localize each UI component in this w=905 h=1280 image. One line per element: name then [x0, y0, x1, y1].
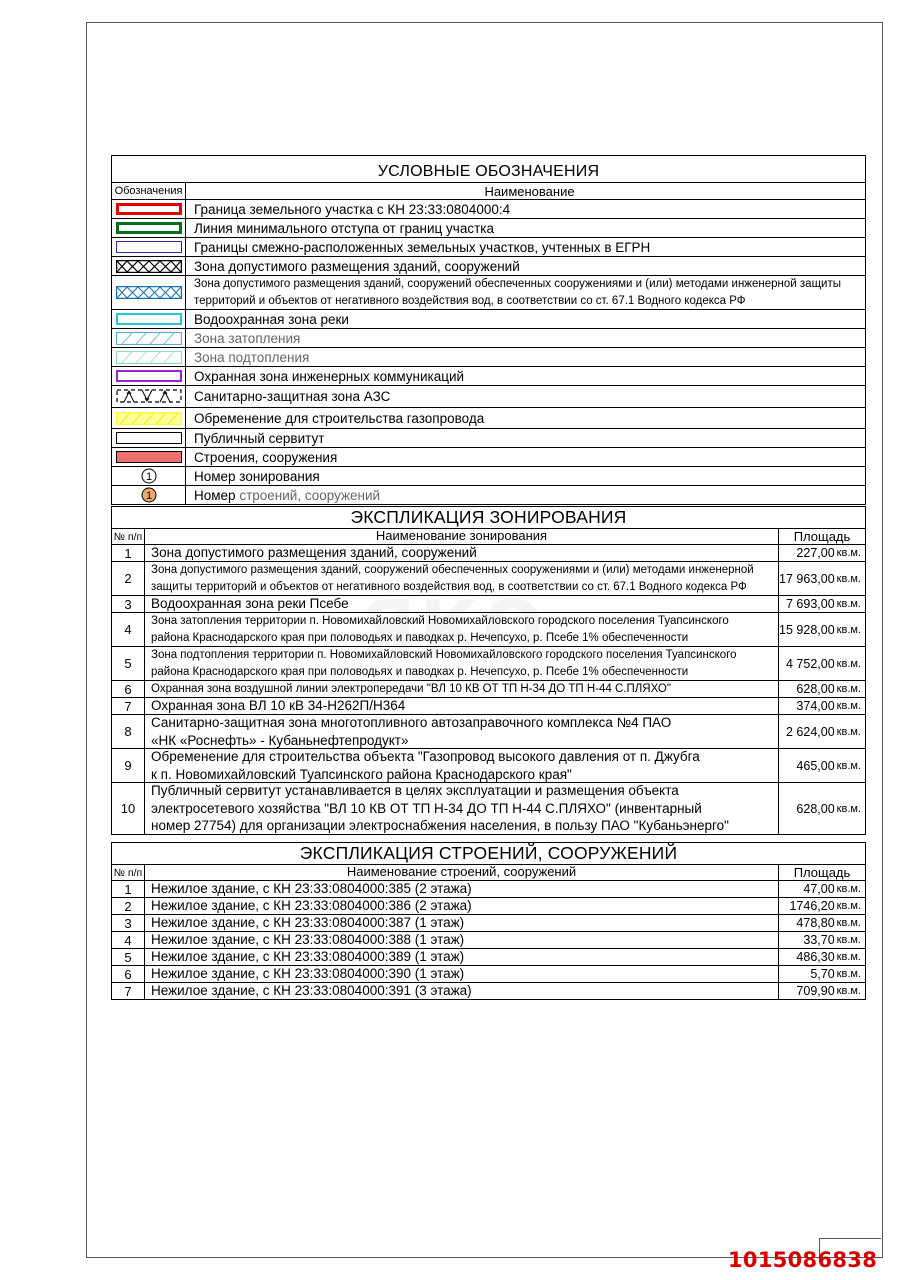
- zoning-row-line: района Краснодарского края при половодьях и паводках р. Нечепсухо, р. Псебе 1% обеспеченности: [151, 631, 689, 644]
- legend-row: [112, 366, 865, 385]
- building-row-name: Нежилое здание, с КН 23:33:0804000:387 (1 этаж): [151, 915, 465, 931]
- zoning-row-name: [145, 698, 778, 714]
- zoning-area-unit: кв.м.: [836, 683, 861, 695]
- legend-label: Зона подтопления: [194, 349, 310, 365]
- zoning-row-area: [778, 783, 865, 834]
- building-row: [112, 982, 865, 999]
- building-row-number: 1: [112, 881, 145, 897]
- legend-row: [112, 218, 865, 237]
- building-row: [112, 948, 865, 965]
- zoning-area-value: 2 624,00: [785, 724, 835, 739]
- zoning-row-name: [145, 545, 778, 561]
- zone-number-circle-text: 1: [145, 471, 152, 483]
- zoning-row-name: [145, 749, 778, 782]
- legend-table: [111, 155, 866, 505]
- building-area-value: 33,70: [803, 933, 835, 947]
- zoning-row-line: электросетевого хозяйства "ВЛ 10 КВ ОТ ТП Н-34 ДО ТП Н-44 С.ПЛЯХО" (инвентарный: [151, 800, 702, 816]
- zoning-col-num: № п/п: [112, 529, 145, 544]
- building-row-name: Нежилое здание, с КН 23:33:0804000:389 (1 этаж): [151, 949, 465, 965]
- zoning-table: [111, 506, 866, 835]
- zoning-row-name: [145, 715, 778, 748]
- building-row-area: [778, 898, 865, 914]
- zoning-row-name: [145, 596, 778, 612]
- building-number-circle: [141, 487, 157, 503]
- building-area-value: 5,70: [810, 967, 835, 981]
- building-area-value: 1746,20: [789, 899, 835, 913]
- building-area-unit: кв.м.: [836, 985, 861, 997]
- legend-label: Зона допустимого размещения зданий, сооружений обеспеченных сооружениями и (или) методами инженерной защиты территорий и объектов от негативного воздействия вод, в соответствии со ст. 67.1 Водного кодекса РФ: [194, 278, 841, 307]
- legend-label: Водоохранная зона реки: [194, 311, 349, 327]
- building-area-unit: кв.м.: [836, 900, 861, 912]
- legend-label: Номер зонирования: [194, 468, 320, 484]
- building-row: [112, 931, 865, 948]
- building-row-area: [778, 983, 865, 999]
- legend-row: [112, 466, 865, 485]
- buildings-table: [111, 842, 866, 1000]
- buildings-title-row: [112, 842, 865, 864]
- building-row: [112, 880, 865, 897]
- legend-row: [112, 485, 865, 504]
- zoning-row-line: Публичный сервитут устанавливается в целях эксплуатации и размещения объекта: [151, 783, 679, 799]
- zoning-row-name: [145, 681, 778, 697]
- building-area-unit: кв.м.: [836, 883, 861, 895]
- zoning-row: [112, 561, 865, 595]
- legend-row: [112, 237, 865, 256]
- building-row-area: [778, 881, 865, 897]
- blue-border-swatch: [116, 241, 182, 253]
- zoning-row-area: [778, 647, 865, 680]
- zoning-area-unit: кв.м.: [836, 759, 861, 772]
- blue-hatch-swatch: [116, 286, 182, 299]
- buildings-header-row: [112, 864, 865, 880]
- legend-row: [112, 447, 865, 466]
- zoning-area-unit: кв.м.: [836, 598, 861, 610]
- zoning-row-line: Охранная зона ВЛ 10 кВ 34-Н262П/Н364: [151, 698, 406, 714]
- zoning-row-area: [778, 698, 865, 714]
- zoning-row-line: защиты территорий и объектов от негативного воздействия вод, в соответствии со ст. 67.1 Водного кодекса РФ: [151, 580, 747, 593]
- building-area-unit: кв.м.: [836, 917, 861, 929]
- building-area-unit: кв.м.: [836, 968, 861, 980]
- zoning-area-value: 7 693,00: [785, 597, 835, 611]
- green-border-swatch: [116, 222, 182, 234]
- zoning-row-area: [778, 613, 865, 646]
- legend-row: [112, 328, 865, 347]
- zoning-area-value: 628,00: [796, 801, 835, 816]
- zoning-row: [112, 782, 865, 834]
- buildings-title: ЭКСПЛИКАЦИЯ СТРОЕНИЙ, СООРУЖЕНИЙ: [299, 843, 678, 863]
- building-row-area: [778, 932, 865, 948]
- building-row: [112, 965, 865, 982]
- zoning-row-area: [778, 749, 865, 782]
- legend-col-name: Наименование: [484, 183, 575, 199]
- zoning-area-value: 17 963,00: [779, 571, 835, 586]
- legend-row: [112, 275, 865, 309]
- cyan-border-swatch: [116, 313, 182, 325]
- zoning-title: ЭКСПЛИКАЦИЯ ЗОНИРОВАНИЯ: [350, 507, 627, 527]
- zoning-row-area: [778, 562, 865, 595]
- zoning-row: [112, 544, 865, 561]
- listing-id: 1015086838: [728, 1248, 878, 1272]
- legend-row: [112, 428, 865, 447]
- legend-label: Линия минимального отступа от границ участка: [194, 220, 494, 236]
- building-area-value: 478,80: [796, 916, 835, 930]
- legend-label: [186, 486, 865, 504]
- legend-title: УСЛОВНЫЕ ОБОЗНАЧЕНИЯ: [377, 163, 600, 180]
- zoning-area-unit: кв.м.: [836, 572, 861, 585]
- zoning-area-unit: кв.м.: [836, 700, 861, 712]
- zoning-row-number: 6: [112, 681, 145, 697]
- legend-col-symbol: Обозначения: [112, 183, 186, 199]
- legend-row: [112, 385, 865, 407]
- zoning-row: [112, 646, 865, 680]
- building-row-name: Нежилое здание, с КН 23:33:0804000:390 (1 этаж): [151, 966, 465, 982]
- legend-label: Зона затопления: [194, 330, 301, 346]
- buildings-col-num: № п/п: [112, 865, 145, 880]
- building-row-number: 4: [112, 932, 145, 948]
- zoning-row: [112, 697, 865, 714]
- zoning-area-unit: кв.м.: [836, 623, 861, 636]
- zoning-area-value: 628,00: [796, 682, 835, 696]
- zoning-row-line: района Краснодарского края при половодьях и паводках р. Нечепсухо, р. Псебе 1% обеспеченности: [151, 665, 689, 678]
- zoning-row-line: «НК «Роснефть» - Кубаньнефтепродукт»: [151, 732, 409, 748]
- building-area-value: 709,90: [796, 984, 835, 998]
- zoning-row-number: 7: [112, 698, 145, 714]
- zoning-row-line: номер 27754) для организации электроснабжения населения, в пользу ПАО "Кубаньэнерго": [151, 818, 729, 834]
- building-row-name: Нежилое здание, с КН 23:33:0804000:388 (1 этаж): [151, 932, 465, 948]
- zoning-row: [112, 680, 865, 697]
- zoning-area-unit: кв.м.: [836, 802, 861, 815]
- zoning-row-name: [145, 647, 778, 680]
- zoning-row-number: 9: [112, 749, 145, 782]
- legend-title-row: [112, 156, 865, 182]
- zoning-row: [112, 748, 865, 782]
- building-area-value: 486,30: [796, 950, 835, 964]
- legend-row: [112, 256, 865, 275]
- zoning-row-line: Зона затопления территории п. Новомихайловский Новомихайловского городского поселения Туапсинского: [151, 614, 729, 627]
- zoning-row-line: Обременение для строительства объекта "Газопровод высокого давления от п. Джубга: [151, 748, 700, 764]
- building-row-area: [778, 966, 865, 982]
- legend-row: [112, 199, 865, 218]
- zoning-area-value: 15 928,00: [779, 622, 835, 637]
- building-row-name: Нежилое здание, с КН 23:33:0804000:385 (2 этажа): [151, 881, 472, 897]
- building-area-unit: кв.м.: [836, 951, 861, 963]
- red-fill-swatch: [116, 451, 182, 463]
- building-row: [112, 914, 865, 931]
- building-row-area: [778, 915, 865, 931]
- zoning-area-unit: кв.м.: [836, 547, 861, 559]
- legend-row: [112, 309, 865, 328]
- zoning-row-line: к п. Новомихайловский Туапсинского района Краснодарского края": [151, 766, 572, 782]
- building-row-area: [778, 949, 865, 965]
- legend-label-b: строений, сооружений: [239, 487, 381, 503]
- zoning-row-line: Санитарно-защитная зона многотопливного автозаправочного комплекса №4 ПАО: [151, 714, 672, 730]
- zoning-row-number: 2: [112, 562, 145, 595]
- zoning-row-number: 1: [112, 545, 145, 561]
- building-row-number: 5: [112, 949, 145, 965]
- legend-row: [112, 407, 865, 428]
- zoning-col-area: Площадь: [778, 529, 865, 544]
- building-area-value: 47,00: [803, 882, 835, 896]
- black-hatch-swatch: [116, 260, 182, 273]
- legend-label: Санитарно-защитная зона АЗС: [194, 389, 391, 404]
- zoning-row-line: Охранная зона воздушной линии электропередачи "ВЛ 10 КВ ОТ ТП Н-34 ДО ТП Н-44 С.ПЛЯХО": [151, 682, 671, 695]
- red-border-swatch: [116, 203, 182, 215]
- zoning-header-row: [112, 528, 865, 544]
- legend-label: Строения, сооружения: [194, 449, 338, 465]
- legend-label-a: Номер: [194, 487, 236, 503]
- zoning-row: [112, 714, 865, 748]
- legend-label: Граница земельного участка с КН 23:33:0804000:4: [194, 201, 511, 217]
- zoning-row-area: [778, 545, 865, 561]
- light-blue-hatch-swatch: [116, 332, 182, 345]
- building-row-number: 3: [112, 915, 145, 931]
- building-row-name: Нежилое здание, с КН 23:33:0804000:386 (2 этажа): [151, 898, 472, 914]
- legend-label: Обременение для строительства газопровода: [194, 410, 485, 426]
- black-border-swatch: [116, 432, 182, 444]
- zoning-row-number: 5: [112, 647, 145, 680]
- zoning-row-area: [778, 715, 865, 748]
- purple-border-swatch: [116, 370, 182, 382]
- legend-header-row: [112, 182, 865, 199]
- zoning-area-value: 374,00: [796, 699, 835, 713]
- building-row-name: Нежилое здание, с КН 23:33:0804000:391 (3 этажа): [151, 983, 472, 999]
- buildings-col-name: Наименование строений, сооружений: [346, 864, 577, 880]
- zoning-row-number: 8: [112, 715, 145, 748]
- legend-label: Зона допустимого размещения зданий, сооружений: [194, 258, 520, 274]
- building-row-number: 6: [112, 966, 145, 982]
- zoning-row: [112, 612, 865, 646]
- yellow-hatch-swatch: [116, 412, 182, 425]
- zoning-row-line: Водоохранная зона реки Псебе: [151, 596, 349, 612]
- zoning-row-name: [145, 783, 778, 834]
- legend-label: Границы смежно-расположенных земельных участков, учтенных в ЕГРН: [194, 239, 651, 255]
- building-row-number: 2: [112, 898, 145, 914]
- zoning-row-area: [778, 596, 865, 612]
- legend-label: Публичный сервитут: [194, 430, 325, 446]
- building-area-unit: кв.м.: [836, 934, 861, 946]
- zoning-col-name: Наименование зонирования: [375, 528, 548, 544]
- building-row-number: 7: [112, 983, 145, 999]
- zoning-area-value: 4 752,00: [785, 656, 835, 671]
- zoning-row-name: [145, 562, 778, 595]
- zoning-rows: [112, 544, 865, 834]
- zoning-row-name: [145, 613, 778, 646]
- zoning-area-value: 227,00: [796, 546, 835, 560]
- zoning-row-line: Зона допустимого размещения зданий, сооружений обеспеченных сооружениями и (или) методами инженерной: [151, 563, 754, 576]
- building-row: [112, 897, 865, 914]
- zoning-row-line: Зона подтопления территории п. Новомихайловский Новомихайловского городского поселения Туапсинского: [151, 648, 737, 661]
- mint-hatch-swatch: [116, 351, 182, 364]
- zoning-row-area: [778, 681, 865, 697]
- zoning-area-value: 465,00: [796, 758, 835, 773]
- legend-label: Охранная зона инженерных коммуникаций: [194, 368, 465, 384]
- building-number-circle-text: 1: [145, 490, 152, 502]
- zoning-area-unit: кв.м.: [836, 725, 861, 738]
- legend-row: [112, 347, 865, 366]
- zone-number-circle: [141, 468, 157, 484]
- zoning-row-number: 10: [112, 783, 145, 834]
- buildings-col-area: Площадь: [778, 865, 865, 880]
- zoning-title-row: [112, 506, 865, 528]
- zoning-row-number: 4: [112, 613, 145, 646]
- zoning-row-number: 3: [112, 596, 145, 612]
- zoning-area-unit: кв.м.: [836, 657, 861, 670]
- dashed-arrows-swatch: [116, 388, 182, 405]
- buildings-rows: [112, 880, 865, 999]
- zoning-row-line: Зона допустимого размещения зданий, сооружений: [151, 545, 477, 561]
- zoning-row: [112, 595, 865, 612]
